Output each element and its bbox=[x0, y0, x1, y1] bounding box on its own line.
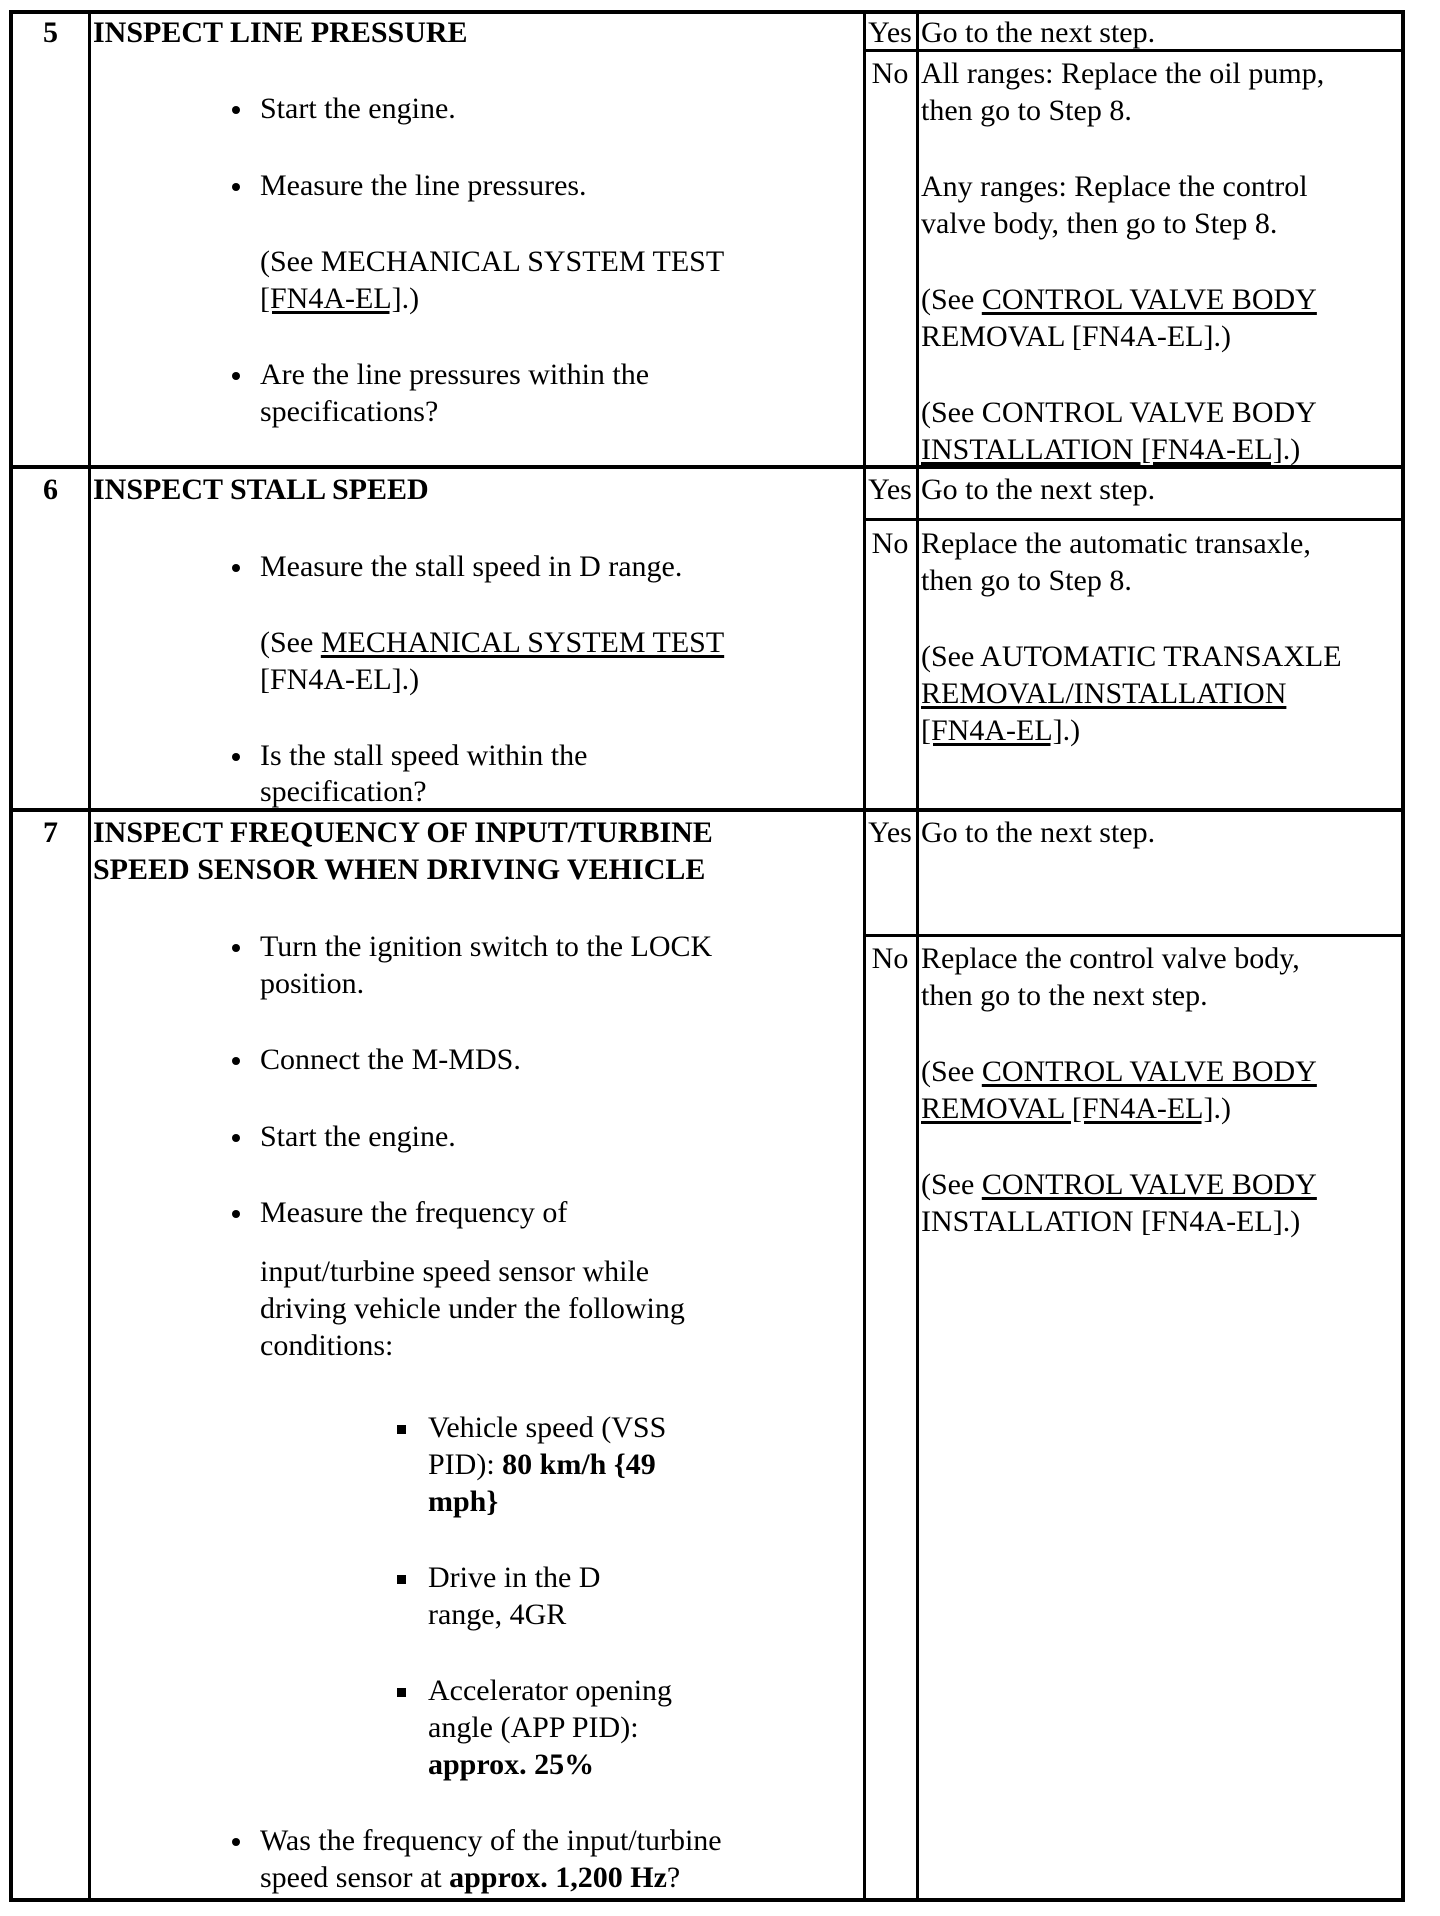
reference-link[interactable]: REMOVAL [FN4A-EL] bbox=[921, 1092, 1214, 1125]
reference-text: (See AUTOMATIC TRANSAXLE bbox=[921, 640, 1342, 673]
yes-no-divider-6 bbox=[863, 518, 1405, 521]
yes-action: Go to the next step. bbox=[921, 816, 1156, 849]
bullet-icon bbox=[232, 753, 240, 761]
reference-link[interactable]: REMOVAL/INSTALLATION bbox=[921, 677, 1287, 710]
condition-text: mph} bbox=[428, 1485, 499, 1518]
reference-link[interactable]: INSTALLATION [FN4A-EL] bbox=[921, 433, 1283, 466]
no-action: then go to the next step. bbox=[921, 979, 1208, 1012]
reference-link[interactable]: MECHANICAL SYSTEM TEST bbox=[320, 626, 725, 659]
column-divider-result bbox=[916, 10, 919, 1902]
reference-line: (See CONTROL VALVE BODY bbox=[921, 283, 1317, 316]
bullet-icon bbox=[232, 1210, 240, 1218]
bullet-icon bbox=[232, 1134, 240, 1142]
bullet-icon bbox=[232, 1838, 240, 1846]
bullet-icon bbox=[232, 1057, 240, 1065]
instruction-text: Start the engine. bbox=[260, 1120, 456, 1153]
step-number: 5 bbox=[43, 16, 58, 49]
table-border-bottom bbox=[9, 1898, 1405, 1902]
yes-label: Yes bbox=[868, 473, 912, 506]
reference-line: (See CONTROL VALVE BODY bbox=[921, 1168, 1317, 1201]
yes-no-divider-7 bbox=[863, 934, 1405, 937]
step-title: INSPECT STALL SPEED bbox=[93, 473, 429, 506]
reference-text: (See CONTROL VALVE BODY bbox=[921, 396, 1317, 429]
reference-line: [FN4A-EL].) bbox=[260, 282, 420, 315]
instruction-text: conditions: bbox=[260, 1329, 394, 1362]
yes-label: Yes bbox=[868, 16, 912, 49]
bullet-icon bbox=[232, 944, 240, 952]
no-label: No bbox=[871, 527, 909, 560]
condition-text: PID): 80 km/h {49 bbox=[428, 1448, 656, 1481]
question-text: Are the line pressures within the bbox=[260, 358, 650, 391]
reference-text: [FN4A-EL].) bbox=[260, 663, 420, 696]
reference-link[interactable]: [FN4A-EL] bbox=[260, 282, 402, 315]
step-number: 7 bbox=[43, 816, 58, 849]
condition-text: range, 4GR bbox=[428, 1598, 567, 1631]
instruction-text: Measure the line pressures. bbox=[260, 169, 587, 202]
instruction-text: Measure the frequency of bbox=[260, 1196, 568, 1229]
question-text: Was the frequency of the input/turbine bbox=[260, 1824, 722, 1857]
instruction-text: position. bbox=[260, 967, 365, 1000]
condition-text: approx. 25% bbox=[428, 1748, 595, 1781]
instruction-text: Turn the ignition switch to the LOCK bbox=[260, 930, 713, 963]
no-action: valve body, then go to Step 8. bbox=[921, 207, 1278, 240]
reference-link[interactable]: CONTROL VALVE BODY bbox=[981, 283, 1317, 316]
reference-line: INSTALLATION [FN4A-EL].) bbox=[921, 433, 1301, 466]
bullet-icon bbox=[232, 372, 240, 380]
no-action: then go to Step 8. bbox=[921, 94, 1132, 127]
reference-link[interactable]: CONTROL VALVE BODY bbox=[981, 1055, 1317, 1088]
bullet-icon bbox=[232, 106, 240, 114]
instruction-text: input/turbine speed sensor while bbox=[260, 1255, 650, 1288]
reference-line: REMOVAL [FN4A-EL].) bbox=[921, 1092, 1231, 1125]
reference-text: INSTALLATION [FN4A-EL].) bbox=[921, 1205, 1301, 1238]
condition-text: angle (APP PID): bbox=[428, 1711, 639, 1744]
no-label: No bbox=[871, 942, 909, 975]
step-title: SPEED SENSOR WHEN DRIVING VEHICLE bbox=[93, 853, 706, 886]
question-text: specification? bbox=[260, 775, 427, 808]
bullet-icon bbox=[232, 183, 240, 191]
no-action: All ranges: Replace the oil pump, bbox=[921, 57, 1325, 90]
square-bullet-icon bbox=[397, 1575, 406, 1584]
yes-action: Go to the next step. bbox=[921, 16, 1156, 49]
no-label: No bbox=[871, 57, 909, 90]
instruction-text: Start the engine. bbox=[260, 92, 456, 125]
step-title: INSPECT LINE PRESSURE bbox=[93, 16, 468, 49]
table-border-right bbox=[1401, 10, 1405, 1902]
reference-link[interactable]: CONTROL VALVE BODY bbox=[981, 1168, 1317, 1201]
reference-line: (See CONTROL VALVE BODY bbox=[921, 1055, 1317, 1088]
reference-text: (See MECHANICAL SYSTEM TEST bbox=[260, 245, 725, 278]
row-divider-6-7 bbox=[9, 808, 1405, 812]
condition-text: Drive in the D bbox=[428, 1561, 601, 1594]
question-text: speed sensor at approx. 1,200 Hz? bbox=[260, 1861, 681, 1894]
yes-label: Yes bbox=[868, 816, 912, 849]
square-bullet-icon bbox=[397, 1425, 406, 1434]
step-number: 6 bbox=[43, 473, 58, 506]
no-action: then go to Step 8. bbox=[921, 564, 1132, 597]
instruction-text: Measure the stall speed in D range. bbox=[260, 550, 683, 583]
yes-action: Go to the next step. bbox=[921, 473, 1156, 506]
square-bullet-icon bbox=[397, 1688, 406, 1697]
reference-link[interactable]: [FN4A-EL] bbox=[921, 714, 1063, 747]
question-text: Is the stall speed within the bbox=[260, 739, 588, 772]
instruction-text: driving vehicle under the following bbox=[260, 1292, 685, 1325]
condition-text: Accelerator opening bbox=[428, 1674, 673, 1707]
reference-line: (See MECHANICAL SYSTEM TEST bbox=[260, 626, 725, 659]
no-action: Any ranges: Replace the control bbox=[921, 170, 1308, 203]
reference-text: REMOVAL [FN4A-EL].) bbox=[921, 320, 1231, 353]
no-action: Replace the control valve body, bbox=[921, 942, 1300, 975]
question-text: specifications? bbox=[260, 395, 439, 428]
table-border-left bbox=[9, 10, 13, 1902]
reference-line: [FN4A-EL].) bbox=[921, 714, 1081, 747]
step-title: INSPECT FREQUENCY OF INPUT/TURBINE bbox=[93, 816, 713, 849]
column-divider-number bbox=[88, 10, 91, 1902]
instruction-text: Connect the M-MDS. bbox=[260, 1043, 521, 1076]
bullet-icon bbox=[232, 564, 240, 572]
no-action: Replace the automatic transaxle, bbox=[921, 527, 1311, 560]
condition-text: Vehicle speed (VSS bbox=[428, 1411, 667, 1444]
